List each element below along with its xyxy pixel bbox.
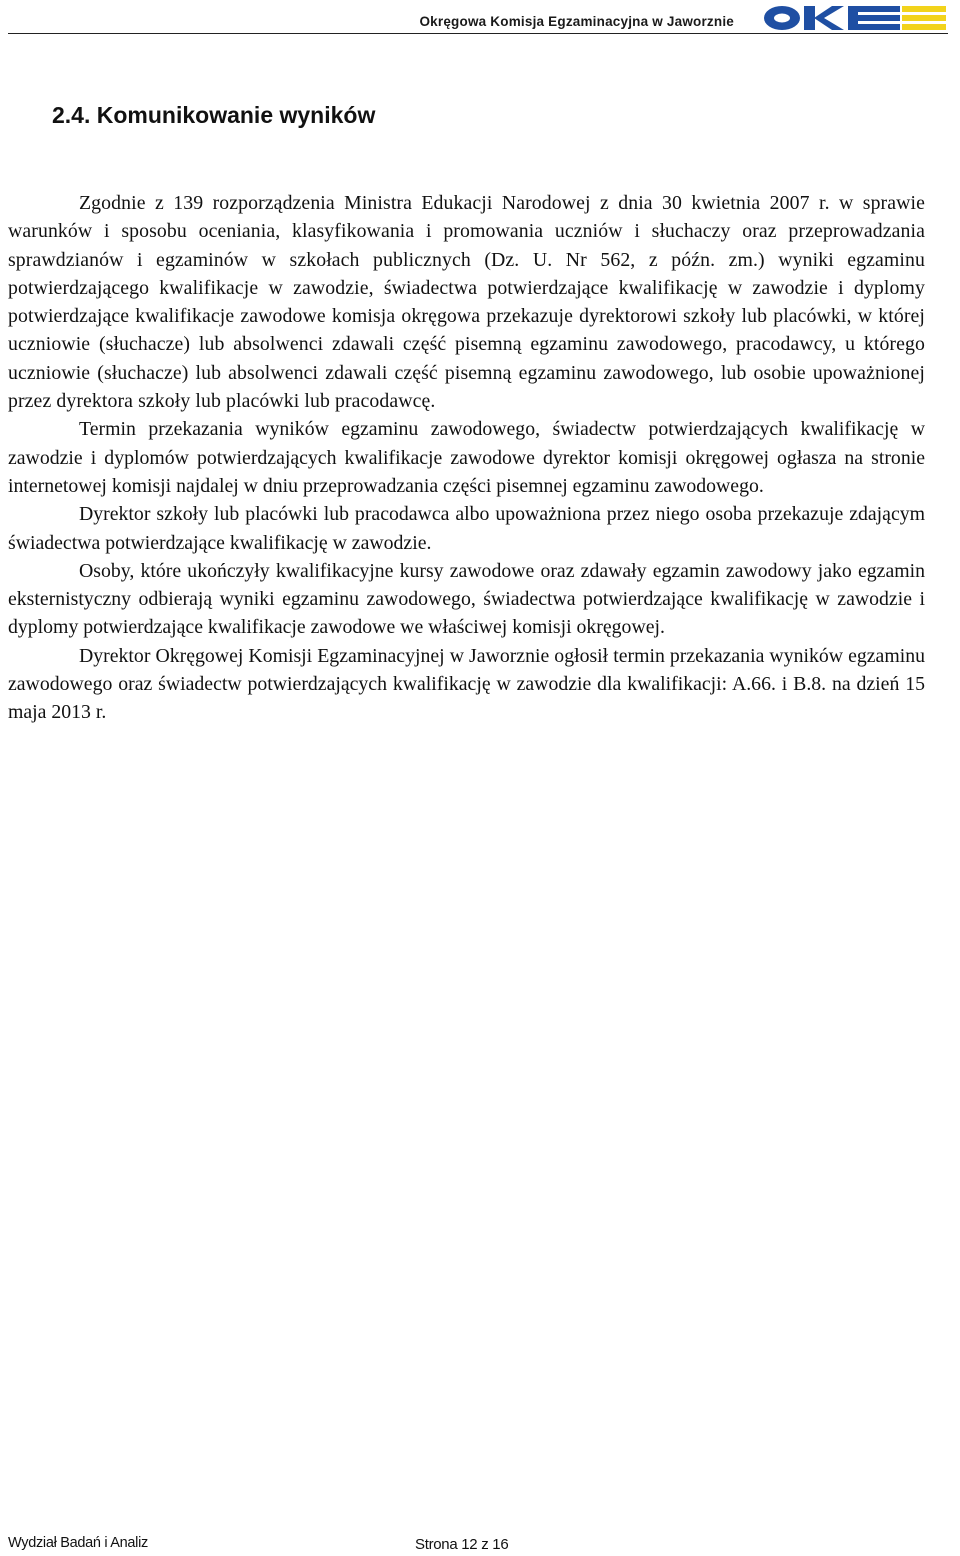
- footer-page-number: Strona 12 z 16: [415, 1536, 509, 1553]
- footer-department: Wydział Badań i Analiz: [8, 1535, 148, 1551]
- oke-logo: [762, 5, 948, 31]
- document-header-title: Okręgowa Komisja Egzaminacyjna w Jaworznie: [419, 14, 734, 29]
- paragraph-director-handover: Dyrektor szkoły lub placówki lub pracodawca albo upoważniona przez niego osoba przekazuje zdającym świadectwa potwierdzające kwalifikację w zawodzie.: [8, 503, 925, 554]
- header-divider: [8, 33, 948, 34]
- section-heading: 2.4. Komunikowanie wyników: [52, 102, 376, 128]
- paragraph-results-date: Termin przekazania wyników egzaminu zawodowego, świadectw potwierdzających kwalifikację w zawodzie i dyplomów potwierdzających kwalifikacje zawodowe dyrektor komisji okręgowej ogłasza na stronie internetowej komisji najdalej w dniu przeprowadzania części pisemnej egzaminu zawodowego.: [8, 418, 925, 497]
- document-body: [8, 189, 925, 727]
- paragraph-regulation: Zgodnie z 139 rozporządzenia Ministra Edukacji Narodowej z dnia 30 kwietnia 2007 r. w sprawie warunków i sposobu oceniania, klasyfikowania i promowania uczniów i słuchaczy oraz przeprowadzania sprawdzianów i egzaminów w szkołach publicznych (Dz. U. Nr 562, z późn. zm.) wyniki egzaminu potwierdzającego kwalifikacje w zawodzie, świadectwa potwierdzające kwalifikację w zawodzie i dyplomy potwierdzające kwalifikacje zawodowe komisja okręgowa przekazuje dyrektorowi szkoły lub placówki, w której uczniowie (słuchacze) lub absolwenci zdawali część pisemną egzaminu zawodowego, pracodawcy, u którego uczniowie (słuchacze) lub absolwenci zdawali część pisemną egzaminu zawodowego, lub osobie upoważnionej przez dyrektora szkoły lub placówki lub pracodawcę.: [8, 192, 925, 413]
- paragraph-external-candidates: Osoby, które ukończyły kwalifikacyjne kursy zawodowe oraz zdawały egzamin zawodowy jako egzamin eksternistyczny odbierają wyniki egzaminu zawodowego, świadectwa potwierdzające kwalifikację w zawodzie i dyplomy potwierdzające kwalifikacje zawodowe we właściwej komisji okręgowej.: [8, 559, 925, 639]
- paragraph-announcement: Dyrektor Okręgowej Komisji Egzaminacyjnej w Jaworznie ogłosił termin przekazania wyników egzaminu zawodowego oraz świadectw potwierdzających kwalifikację w zawodzie dla kwalifikacji: A.66. i B.8. na dzień 15 maja 2013 r.: [8, 644, 925, 724]
